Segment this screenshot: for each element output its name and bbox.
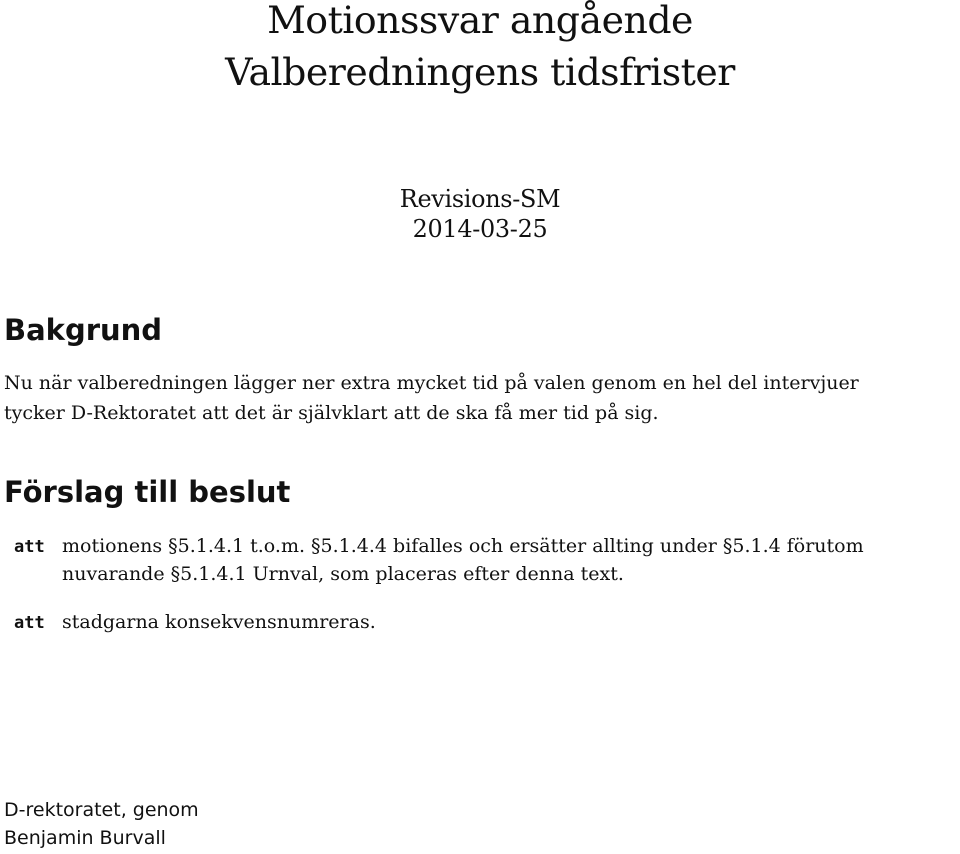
title-line-2: Valberedningens tidsfrister [225,50,735,94]
clause-1-line-2: nuvarande §5.1.4.1 Urnval, som placeras efter denna text. [62,563,624,585]
clause-1-line-1: motionens §5.1.4.1 t.o.m. §5.1.4.4 bifalles och ersätter allting under §5.1.4 förutom [62,535,864,557]
clause-2-line-1: stadgarna konsekvensnumreras. [62,611,376,633]
organization: Revisions-SM [399,185,561,213]
signature-name: Benjamin Burvall [4,827,166,849]
section-heading-proposal: Förslag till beslut [4,475,291,509]
document-date: 2014-03-25 [412,215,548,243]
background-line-2: tycker D-Rektoratet att det är självklart att de ska få mer tid på sig. [4,402,659,424]
signature-line-1: D-rektoratet, genom [4,799,199,821]
background-line-1: Nu när valberedningen lägger ner extra mycket tid på valen genom en hel del intervjuer [4,372,859,394]
title-line-1: Motionssvar angående [267,0,693,42]
section-heading-background: Bakgrund [4,313,163,347]
clause-marker: att [14,613,45,633]
clause-marker: att [14,537,45,557]
